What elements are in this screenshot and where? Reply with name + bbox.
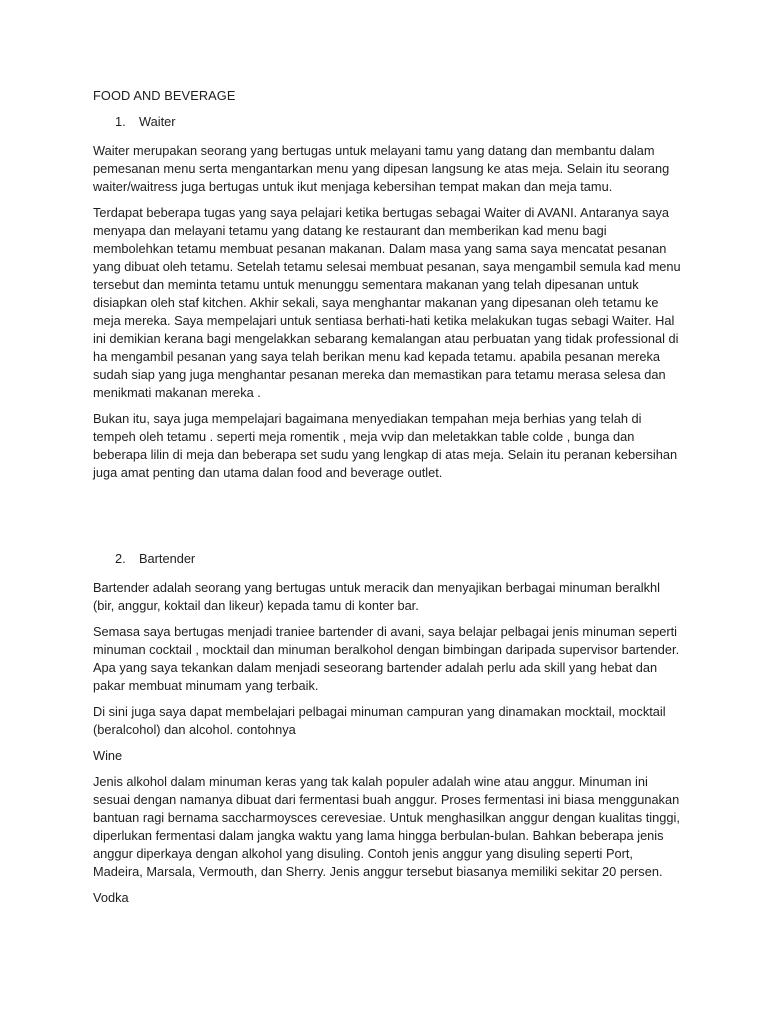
paragraph-bartender-definition: Bartender adalah seorang yang bertugas untuk meracik dan menyajikan berbagai minuman beralkhl (bir, anggur, koktail dan likeur) kepada tamu di konter bar. — [93, 580, 660, 613]
paragraph-bartender-training: Semasa saya bertugas menjadi traniee bartender di avani, saya belajar pelbagai jenis minuman seperti minuman cocktail , mocktail dan minuman beralkohol dengan bimbingan daripada supervisor bartender. Apa yang saya tekankan dalam menjadi seseorang bartender adalah perlu ada skill yang hebat dan pakar membuat minumam yang terbaik. — [93, 624, 680, 693]
section-heading-waiter — [93, 113, 683, 131]
paragraph-waiter-duties: Terdapat beberapa tugas yang saya pelajari ketika bertugas sebagai Waiter di AVANI. Antaranya saya menyapa dan melayani tetamu yang datang ke restaurant dan memberikan kad menu bagi membolehkan tetamu membuat pesanan makanan. Dalam masa yang sama saya mencatat pesanan yang dibuat oleh tetamu. Setelah tetamu selesai membuat pesanan, saya mengambil semula kad menu tersebut dan meminta tetamu untuk menunggu sementara makanan yang telah dipesanan untuk disiapkan oleh staf kitchen. Akhir sekali, saya menghantar makanan yang dipesanan oleh tetamu ke meja mereka. Saya mempelajari untuk sentiasa berhati-hati ketika melakukan tugas sebagi Waiter. Hal ini demikian kerana bagi mengelakkan sebarang kemalangan atau perbuatan yang tidak professional di ha mengambil pesanan yang saya telah berikan menu kad kepada tetamu. apabila pesanan mereka sudah siap yang juga menghantar pesanan mereka dan memastikan para tetamu merasa selesa dan menikmati makanan mereka . — [93, 205, 681, 400]
section-number: 1. — [115, 114, 126, 129]
subheading-vodka: Vodka — [93, 890, 129, 905]
section-heading-bartender — [93, 550, 683, 568]
paragraph-waiter-table-setup: Bukan itu, saya juga mempelajari bagaimana menyediakan tempahan meja berhias yang telah di tempeh oleh tetamu . seperti meja romentik , meja vvip dan meletakkan table colde , bunga dan beberapa lilin di meja dan beberapa set sudu yang lengkap di atas meja. Selain itu peranan kebersihan juga amat penting dan utama dalan food and beverage outlet. — [93, 411, 678, 480]
section-title: Waiter — [139, 114, 176, 129]
section-title: Bartender — [139, 551, 196, 566]
section-number: 2. — [115, 551, 126, 566]
section-spacer — [93, 490, 683, 550]
paragraph-waiter-definition: Waiter merupakan seorang yang bertugas untuk melayani tamu yang datang dan membantu dalam pemesanan menu serta mengantarkan menu yang dipesan langsung ke atas meja. Selain itu seorang waiter/waitress juga bertugas untuk ikut menjaga kebersihan tempat makan dan meja tamu. — [93, 143, 670, 194]
document-page — [93, 87, 683, 915]
subheading-wine: Wine — [93, 748, 123, 763]
paragraph-bartender-drinks: Di sini juga saya dapat membelajari pelbagai minuman campuran yang dinamakan mocktail, mocktail (beralcohol) dan alcohol. contohnya — [93, 704, 666, 737]
paragraph-wine: Jenis alkohol dalam minuman keras yang tak kalah populer adalah wine atau anggur. Minuman ini sesuai dengan namanya dibuat dari fermentasi buah anggur. Proses fermentasi ini biasa menggunakan bantuan ragi bernama saccharmoysces cerevesiae. Untuk menghasilkan anggur dengan kualitas tinggi, diperlukan fermentasi dalam jangka waktu yang lama hingga berbulan-bulan. Bahkan beberapa jenis anggur diperkaya dengan alkohol yang disuling. Contoh jenis anggur yang disuling seperti Port, Madeira, Marsala, Vermouth, dan Sherry. Jenis anggur tersebut biasanya memiliki sekitar 20 persen. — [93, 774, 680, 879]
document-title: FOOD AND BEVERAGE — [93, 88, 236, 103]
